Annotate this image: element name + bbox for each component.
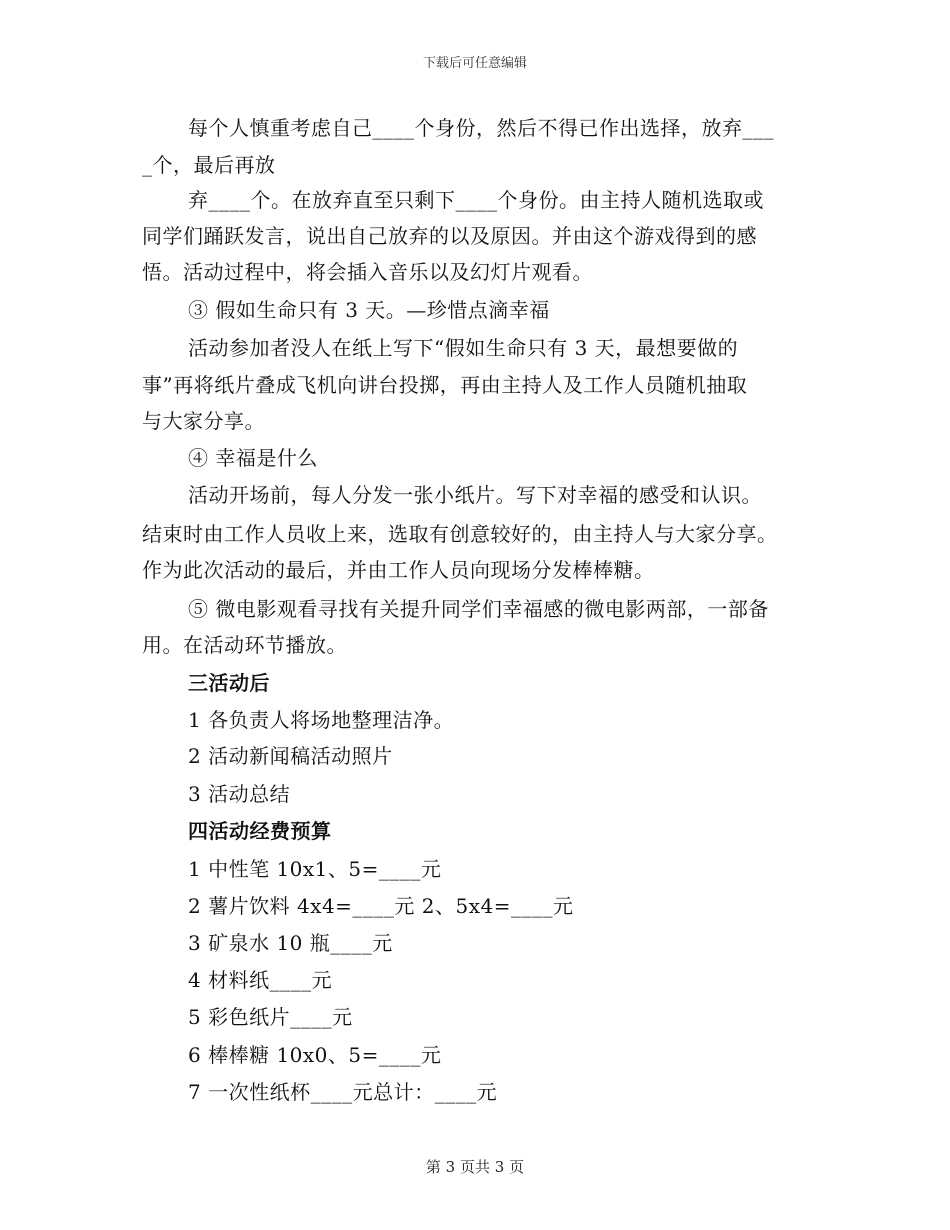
section-heading: ③ 假如生命只有 3 天。—珍惜点滴幸福	[188, 298, 550, 322]
budget-item: 6 棒棒糖 10x0、5=____元	[188, 1043, 442, 1067]
paragraph-line: 同学们踊跃发言，说出自己放弃的以及原因。并由这个游戏得到的感	[142, 224, 757, 248]
list-item: 3 活动总结	[188, 782, 291, 806]
page-header: 下载后可任意编辑	[422, 56, 527, 71]
section-title: 三活动后	[188, 671, 270, 695]
paragraph-line: 事”再将纸片叠成飞机向讲台投掷，再由主持人及工作人员随机抽取	[142, 373, 748, 397]
paragraph-line: 悟。活动过程中，将会插入音乐以及幻灯片观看。	[142, 260, 593, 284]
paragraph-line: 作为此次活动的最后，并由工作人员向现场分发棒棒糖。	[142, 558, 655, 582]
paragraph-line: 用。在活动环节播放。	[142, 633, 347, 657]
paragraph-line: 弃____个。在放弃直至只剩下____个身份。由主持人随机选取或	[188, 188, 764, 212]
page-footer: 第 3 页共 3 页	[425, 1158, 525, 1176]
paragraph-line: 与大家分享。	[142, 409, 265, 433]
paragraph-line: _个，最后再放	[142, 153, 276, 177]
list-item: 1 各负责人将场地整理洁净。	[188, 708, 455, 732]
budget-item: 4 材料纸____元	[188, 968, 333, 992]
paragraph-line: 结束时由工作人员收上来，选取有创意较好的，由主持人与大家分享。	[142, 522, 778, 546]
budget-item: 7 一次性纸杯____元总计：____元	[188, 1080, 498, 1104]
budget-item: 5 彩色纸片____元	[188, 1005, 353, 1029]
paragraph-line: 活动开场前，每人分发一张小纸片。写下对幸福的感受和认识。	[188, 483, 762, 507]
section-heading: ⑤ 微电影观看寻找有关提升同学们幸福感的微电影两部，一部备	[188, 597, 769, 621]
paragraph-line: 活动参加者没人在纸上写下“假如生命只有 3 天，最想要做的	[188, 336, 739, 360]
budget-item: 3 矿泉水 10 瓶____元	[188, 931, 393, 955]
list-item: 2 活动新闻稿活动照片	[188, 744, 393, 768]
budget-item: 2 薯片饮料 4x4=____元 2、5x4=____元	[188, 894, 574, 918]
section-heading: ④ 幸福是什么	[188, 446, 318, 470]
paragraph-line: 每个人慎重考虑自己____个身份，然后不得已作出选择，放弃___	[188, 116, 774, 140]
section-title: 四活动经费预算	[188, 819, 332, 843]
budget-item: 1 中性笔 10x1、5=____元	[188, 857, 442, 881]
